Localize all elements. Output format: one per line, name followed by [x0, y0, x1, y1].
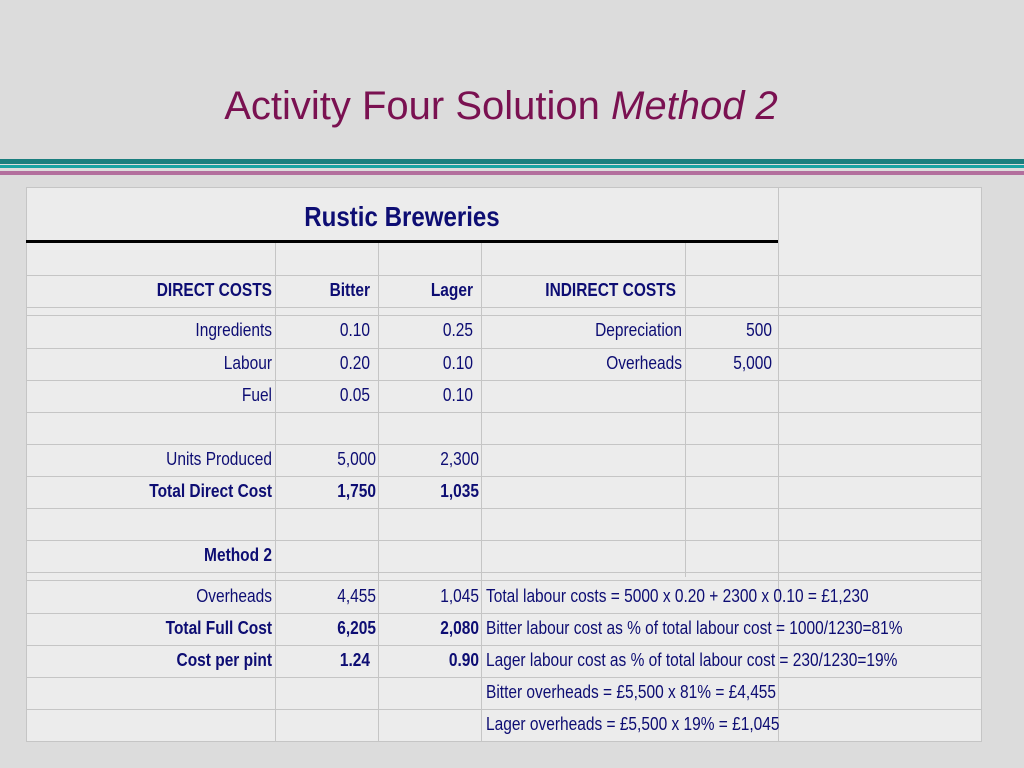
slide-title-italic: Method 2 [611, 84, 778, 128]
cell-total-full-lager: 2,080 [440, 618, 479, 638]
grid-line [275, 243, 276, 577]
cell-overheads-label: Overheads [606, 353, 682, 373]
divider-bar-cyan [0, 165, 1024, 168]
row-label-fuel: Fuel [241, 385, 272, 405]
header-bitter: Bitter [329, 280, 370, 300]
cell-overheads-value: 5,000 [733, 353, 772, 373]
heading-underline [26, 240, 778, 243]
divider-bar-mauve [0, 171, 1024, 175]
cell-labour-lager: 0.10 [442, 353, 473, 373]
spreadsheet-table [26, 187, 982, 742]
row-label-method-2: Method 2 [204, 545, 272, 565]
divider-bar-teal [0, 159, 1024, 164]
row-label-ingredients: Ingredients [195, 320, 272, 340]
row-label-cost-per-pint: Cost per pint [176, 650, 272, 670]
grid-line [26, 187, 982, 188]
grid-line [26, 572, 982, 573]
slide-title-main: Activity Four Solution [224, 84, 612, 128]
grid-line [275, 577, 276, 742]
cell-cost-per-pint-bitter: 1.24 [339, 650, 370, 670]
grid-line [26, 307, 982, 308]
header-indirect-costs: INDIRECT COSTS [545, 280, 676, 300]
cell-depreciation-value: 500 [746, 320, 772, 340]
cell-ingredients-bitter: 0.10 [339, 320, 370, 340]
cell-fuel-lager: 0.10 [442, 385, 473, 405]
cell-units-bitter: 5,000 [337, 449, 376, 469]
table-heading: Rustic Breweries [304, 201, 500, 232]
grid-line [685, 243, 686, 577]
cell-fuel-bitter: 0.05 [339, 385, 370, 405]
cell-ingredients-lager: 0.25 [442, 320, 473, 340]
row-label-labour: Labour [223, 353, 272, 373]
cell-units-lager: 2,300 [440, 449, 479, 469]
note-bitter-labour-pct: Bitter labour cost as % of total labour cost = 1000/1230=81% [486, 618, 903, 638]
grid-line [481, 577, 482, 742]
cell-total-full-bitter: 6,205 [337, 618, 376, 638]
slide-title [0, 84, 1002, 129]
grid-line [378, 243, 379, 577]
cell-overheads-bitter: 4,455 [337, 586, 376, 606]
cell-overheads-lager: 1,045 [440, 586, 479, 606]
cell-total-direct-bitter: 1,750 [337, 481, 376, 501]
grid-line [26, 412, 982, 413]
grid-line [481, 243, 482, 577]
note-total-labour-costs: Total labour costs = 5000 x 0.20 + 2300 x 0.10 = £1,230 [486, 586, 869, 606]
row-label-total-direct-cost: Total Direct Cost [149, 481, 272, 501]
grid-line [26, 187, 27, 742]
cell-cost-per-pint-lager: 0.90 [448, 650, 479, 670]
note-lager-labour-pct: Lager labour cost as % of total labour cost = 230/1230=19% [486, 650, 898, 670]
cell-depreciation-label: Depreciation [595, 320, 682, 340]
grid-line [26, 741, 982, 742]
note-lager-overheads: Lager overheads = £5,500 x 19% = £1,045 [486, 714, 780, 734]
grid-line [981, 187, 982, 742]
grid-line [26, 508, 982, 509]
row-label-overheads: Overheads [196, 586, 272, 606]
grid-line [378, 577, 379, 742]
cell-labour-bitter: 0.20 [339, 353, 370, 373]
row-label-units-produced: Units Produced [166, 449, 272, 469]
cell-total-direct-lager: 1,035 [440, 481, 479, 501]
header-lager: Lager [430, 280, 473, 300]
row-label-total-full-cost: Total Full Cost [165, 618, 272, 638]
note-bitter-overheads: Bitter overheads = £5,500 x 81% = £4,455 [486, 682, 777, 702]
header-direct-costs: DIRECT COSTS [156, 280, 272, 300]
